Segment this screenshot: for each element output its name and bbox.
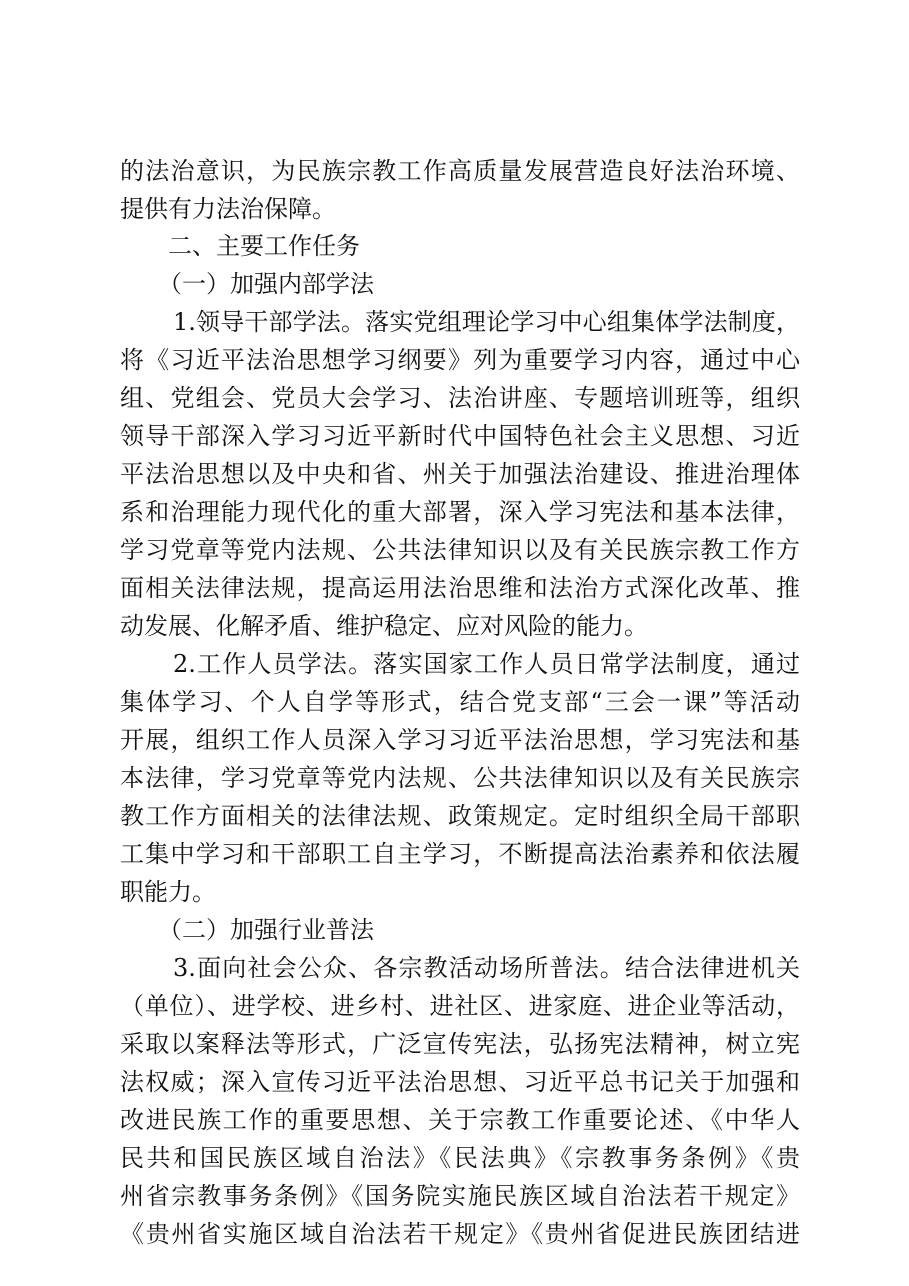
paragraph-line: 工集中学习和干部职工自主学习，不断提高法治素养和依法履: [120, 840, 800, 868]
subsection-heading: （一）加强内部学法: [158, 270, 374, 298]
paragraph-line: 动发展、化解矛盾、维护稳定、应对风险的能力。: [120, 612, 648, 640]
section-heading: 二、主要工作任务: [168, 232, 360, 260]
paragraph-line: 开展，组织工作人员深入学习习近平法治思想，学习宪法和基: [120, 726, 800, 754]
paragraph-line: 《贵州省实施区域自治法若干规定》《贵州省促进民族团结进: [120, 1220, 800, 1248]
paragraph-line: 将《习近平法治思想学习纲要》列为重要学习内容，通过中心: [120, 346, 800, 374]
paragraph-line: 面相关法律法规，提高运用法治思维和法治方式深化改革、推: [120, 574, 800, 602]
paragraph-line: 1.领导干部学法。落实党组理论学习中心组集体学法制度，: [173, 308, 800, 336]
paragraph-line: 系和治理能力现代化的重大部署，深入学习宪法和基本法律，: [120, 498, 800, 526]
subsection-heading: （二）加强行业普法: [158, 916, 374, 944]
paragraph-line: 采取以案释法等形式，广泛宣传宪法，弘扬宪法精神，树立宪: [120, 1030, 800, 1058]
paragraph-line: 民共和国民族区域自治法》《民法典》《宗教事务条例》《贵: [120, 1144, 800, 1172]
paragraph-line: 2.工作人员学法。落实国家工作人员日常学法制度，通过: [173, 650, 800, 678]
paragraph-line: 提供有力法治保障。: [120, 195, 336, 223]
paragraph-line: 平法治思想以及中央和省、州关于加强法治建设、推进治理体: [120, 460, 800, 488]
paragraph-line: 职能力。: [120, 878, 216, 906]
paragraph-line: 3.面向社会公众、各宗教活动场所普法。结合法律进机关: [173, 954, 800, 982]
paragraph-line: 集体学习、个人自学等形式，结合党支部“三会一课”等活动: [120, 688, 800, 716]
paragraph-line: 的法治意识，为民族宗教工作高质量发展营造良好法治环境、: [120, 157, 800, 185]
paragraph-line: 改进民族工作的重要思想、关于宗教工作重要论述、《中华人: [120, 1106, 800, 1134]
paragraph-line: 法权威；深入宣传习近平法治思想、习近平总书记关于加强和: [120, 1068, 800, 1096]
paragraph-line: 本法律，学习党章等党内法规、公共法律知识以及有关民族宗: [120, 764, 800, 792]
paragraph-line: （单位）、进学校、进乡村、进社区、进家庭、进企业等活动，: [120, 992, 800, 1020]
paragraph-line: 组、党组会、党员大会学习、法治讲座、专题培训班等，组织: [120, 384, 800, 412]
paragraph-line: 学习党章等党内法规、公共法律知识以及有关民族宗教工作方: [120, 536, 800, 564]
paragraph-line: 州省宗教事务条例》《国务院实施民族区域自治法若干规定》: [120, 1182, 800, 1210]
paragraph-line: 教工作方面相关的法律法规、政策规定。定时组织全局干部职: [120, 802, 800, 830]
paragraph-line: 领导干部深入学习习近平新时代中国特色社会主义思想、习近: [120, 422, 800, 450]
